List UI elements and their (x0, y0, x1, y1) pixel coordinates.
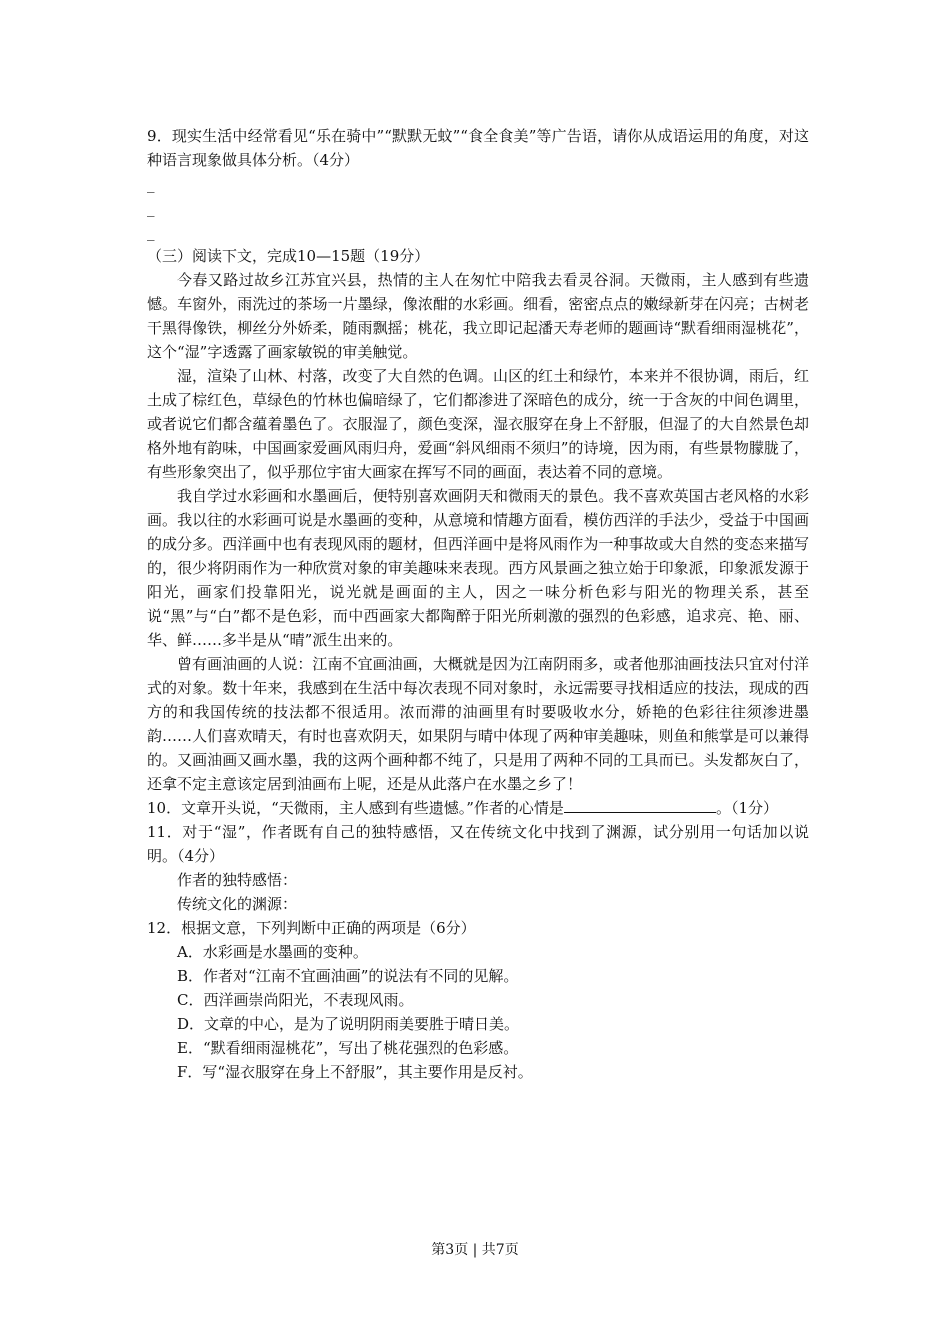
answer-line: _ (147, 223, 155, 241)
page-number: 第3页 | 共7页 (431, 1242, 519, 1258)
answer-line: _ (147, 199, 155, 217)
question-10-text: 10．文章开头说，“天微雨，主人感到有些遗憾。”作者的心情是 (147, 799, 564, 817)
option-a: A．水彩画是水墨画的变种。 (177, 943, 368, 961)
passage-paragraph: 我自学过水彩画和水墨画后，便特别喜欢画阴天和微雨天的景色。我不喜欢英国古老风格的水彩画。我以往的水彩画可说是水墨画的变种，从意境和情趣方面看，模仿西洋的手法少，受益于中国画的成分多。西洋画中也有表现风雨的题材，但西洋画中是将风雨作为一种事故或大自然的变态来描写的，很少将阴雨作为一种欣赏对象的审美趣味来表现。西方风景画之独立始于印象派，印象派发源于阳光，画家们投靠阳光，说光就是画面的主人，因之一味分析色彩与阳光的物理关系，甚至说“黑”与“白”都不是色彩，而中西画家大都陶醉于阳光所刺激的强烈的色彩感，追求亮、艳、丽、华、鲜……多半是从“晴”派生出来的。 (147, 487, 809, 649)
question-10-points: 。（1分） (715, 799, 778, 817)
passage-paragraph: 湿，渲染了山林、村落，改变了大自然的色调。山区的红土和绿竹，本来并不很协调，雨后，红土成了棕红色，草绿色的竹林也偏暗绿了，它们都渗进了深暗色的成分，统一于含灰的中间色调里，或者说它们都含蕴着墨色了。衣服湿了，颜色变深，湿衣服穿在身上不舒服，但湿了的大自然景色却格外地有韵味，中国画家爱画风雨归舟，爱画“斜风细雨不须归”的诗境，因为雨，有些景物朦胧了，有些形象突出了，似乎那位宇宙大画家在挥写不同的画面，表达着不同的意境。 (147, 367, 809, 481)
option-f: F．写“湿衣服穿在身上不舒服”，其主要作用是反衬。 (177, 1063, 533, 1081)
passage-paragraph: 曾有画油画的人说：江南不宜画油画，大概就是因为江南阴雨多，或者他那油画技法只宜对付洋式的对象。数十年来，我感到在生活中每次表现不同对象时，永远需要寻找相适应的技法，现成的西方的和我国传统的技法都不很适用。浓而滞的油画里有时要吸收水分，娇艳的色彩往往须渗进墨韵……人们喜欢晴天，有时也喜欢阴天，如果阴与晴中体现了两种审美趣味，则鱼和熊掌是可以兼得的。又画油画又画水墨，我的这两个画种都不纯了，只是用了两种不同的工具而已。头发都灰白了，还拿不定主意该定居到油画布上呢，还是从此落户在水墨之乡了！ (147, 655, 809, 793)
question-10 (147, 796, 809, 820)
question-12: 12．根据文意，下列判断中正确的两项是（6分） (147, 919, 476, 937)
option-c: C．西洋画崇尚阳光，不表现风雨。 (177, 991, 414, 1009)
question-11: 11．对于“湿”，作者既有自己的独特感悟，又在传统文化中找到了渊源，试分别用一句话加以说明。（4分） (147, 823, 809, 865)
question-9: 9．现实生活中经常看见“乐在骑中”“默默无蚊”“食全食美”等广告语，请你从成语运用的角度，对这种语言现象做具体分析。（4分） (147, 127, 809, 169)
exam-page (147, 124, 809, 1084)
option-b: B．作者对“江南不宜画油画”的说法有不同的见解。 (177, 967, 519, 985)
question-11-sub-origin: 传统文化的渊源： (177, 895, 298, 913)
question-11-sub-insight: 作者的独特感悟： (177, 871, 298, 889)
answer-line: _ (147, 175, 155, 193)
passage-paragraph: 今春又路过故乡江苏宜兴县，热情的主人在匆忙中陪我去看灵谷洞。天微雨，主人感到有些遗憾。车窗外，雨洗过的茶场一片墨绿，像浓酣的水彩画。细看，密密点点的嫩绿新芽在闪亮；古树老干黑得像铁，柳丝分外娇柔，随雨飘摇；桃花，我立即记起潘天寿老师的题画诗“默看细雨湿桃花”，这个“湿”字透露了画家敏锐的审美触觉。 (147, 271, 809, 361)
fill-blank[interactable] (564, 798, 716, 813)
option-e: E．“默看细雨湿桃花”，写出了桃花强烈的色彩感。 (177, 1039, 519, 1057)
option-d: D．文章的中心，是为了说明阴雨美要胜于晴日美。 (177, 1015, 520, 1033)
section-heading: （三）阅读下文，完成10—15题（19分） (147, 247, 430, 265)
